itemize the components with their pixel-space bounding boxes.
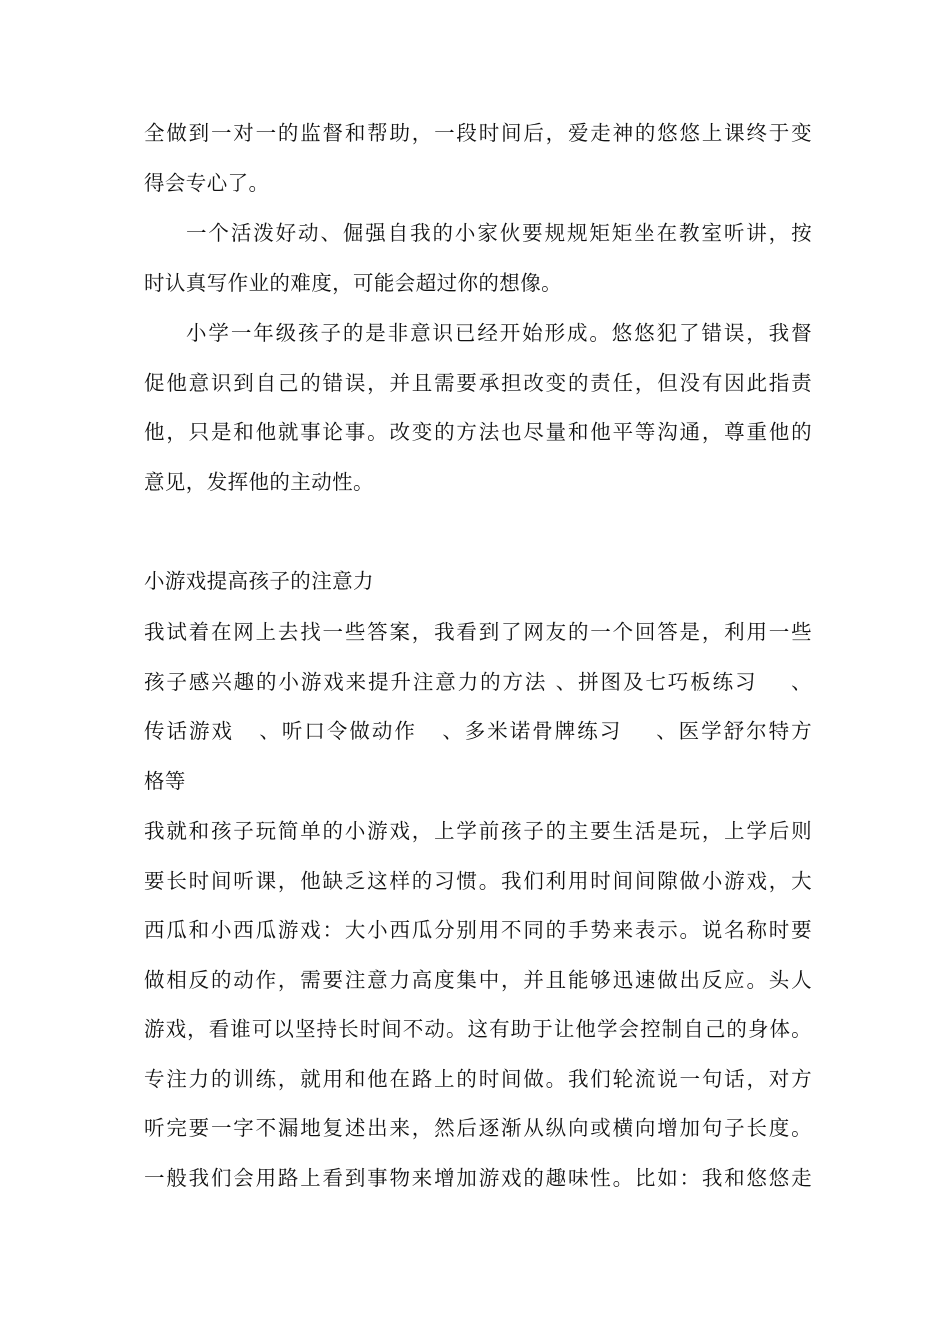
text-line: 小学一年级孩子的是非意识已经开始形成。悠悠犯了错误，我督 xyxy=(186,321,812,345)
text-line: 一个活泼好动、倔强自我的小家伙要规规矩矩坐在教室听讲，按 xyxy=(186,221,812,245)
text-line: 我就和孩子玩简单的小游戏，上学前孩子的主要生活是玩，上学后则 xyxy=(144,819,812,843)
text-line: 全做到一对一的监督和帮助，一段时间后，爱走神的悠悠上课终于变 xyxy=(144,121,812,145)
text-line: 孩子感兴趣的小游戏来提升注意力的方法 、拼图及七巧板练习 、 xyxy=(144,669,812,694)
text-line: 游戏，看谁可以坚持长时间不动。这有助于让他学会控制自己的身体。 xyxy=(144,1017,812,1041)
text-line: 专注力的训练，就用和他在路上的时间做。我们轮流说一句话，对方 xyxy=(144,1066,812,1091)
text-line: 传话游戏 、听口令做动作 、多米诺骨牌练习 、医学舒尔特方 xyxy=(144,719,812,743)
text-line: 听完要一字不漏地复述出来，然后逐渐从纵向或横向增加句子长度。 xyxy=(144,1116,812,1140)
text-line: 要长时间听课，他缺乏这样的习惯。我们利用时间间隙做小游戏，大 xyxy=(144,868,812,893)
text-line: 西瓜和小西瓜游戏：大小西瓜分别用不同的手势来表示。说名称时要 xyxy=(144,918,812,942)
text-line: 得会专心了。 xyxy=(144,170,270,195)
paragraph-5 xyxy=(144,807,812,1203)
paragraph-3 xyxy=(144,309,812,507)
text-line: 促他意识到自己的错误，并且需要承担改变的责任，但没有因此指责 xyxy=(144,370,812,395)
text-line: 我试着在网上去找一些答案，我看到了网友的一个回答是，利用一些 xyxy=(144,620,812,644)
paragraph-2 xyxy=(144,209,812,308)
text-line: 一般我们会用路上看到事物来增加游戏的趣味性。比如：我和悠悠走 xyxy=(144,1165,812,1190)
text-line: 他，只是和他就事论事。改变的方法也尽量和他平等沟通，尊重他的 xyxy=(144,420,812,444)
paragraph-1 xyxy=(144,109,812,208)
text-line: 做相反的动作，需要注意力高度集中，并且能够迅速做出反应。头人 xyxy=(144,967,812,992)
text-line: 意见，发挥他的主动性。 xyxy=(144,469,374,494)
text-line: 格等 xyxy=(144,768,186,793)
heading-text: 小游戏提高孩子的注意力 xyxy=(144,569,374,593)
section-heading xyxy=(144,557,812,607)
paragraph-4 xyxy=(144,608,812,806)
text-line: 时认真写作业的难度，可能会超过你的想像。 xyxy=(144,270,562,295)
